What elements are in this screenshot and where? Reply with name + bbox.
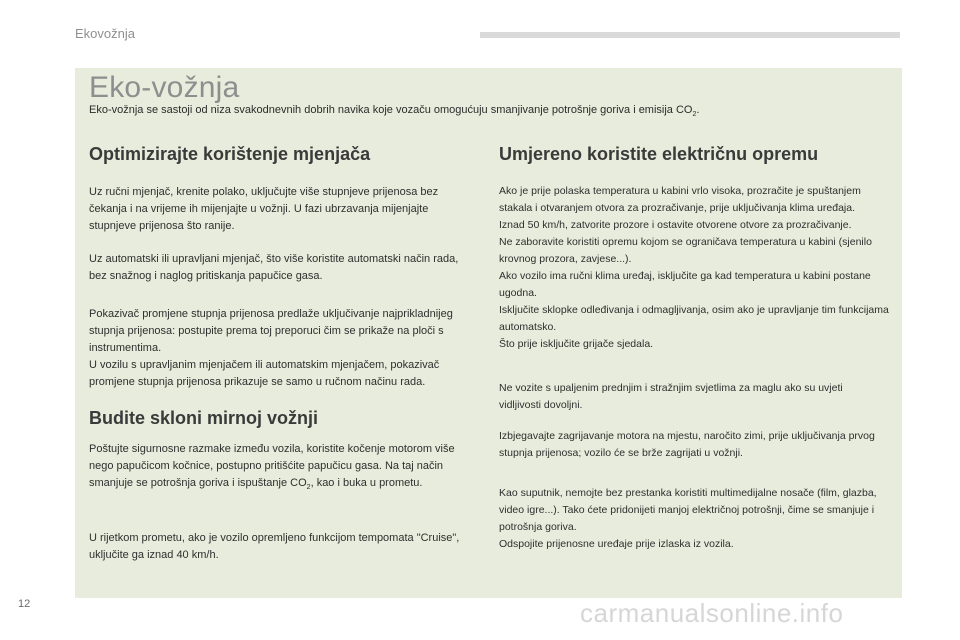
heading-calm-driving: Budite skloni mirnoj vožnji [89,408,319,428]
safe-distance-subscript: 2 [306,484,311,492]
multimedia-text: Kao suputnik, nemojte bez prestanka koristiti multimedijalne nosače (film, glazba, video igre...). Tako ćete pridonijeti manjoj električnoj potrošnji, čime se smanjuje i potrošnja goriva. [499,487,877,533]
running-head: Ekovožnja [75,26,135,41]
paragraph-fog-lights: Ne vozite s upaljenim prednjim i stražnjim svjetlima za maglu ako su uvjeti vidljivosti dovoljni. [499,382,843,411]
climate-line: Isključite sklopke odleđivanja i odmagljivanja, osim ako je upravljanje tim funkcijama automatsko. [499,304,889,333]
header-rule [480,32,900,38]
safe-distance-end: , kao i buka u prometu. [310,477,423,489]
heading-gearbox: Optimizirajte korištenje mjenjača [89,144,371,164]
intro-text: Eko-vožnja se sastoji od niza svakodnevnih dobrih navika koje vozaču omogućuju smanjivanje potrošnje goriva i emisija CO [89,104,693,116]
intro-paragraph [89,104,889,118]
climate-line: Što prije isključite grijače sjedala. [499,338,654,350]
climate-line: Ako vozilo ima ručni klima uređaj, isključite ga kad temperatura u kabini postane ugodna. [499,270,871,299]
paragraph-engine-warmup: Izbjegavajte zagrijavanje motora na mjestu, naročito zimi, prije uključivanja prvog stupnja prijenosa; vozilo će se brže zagrijati u vožnji. [499,430,875,459]
intro-end: . [696,104,700,116]
heading-electrical-equipment: Umjereno koristite električnu opremu [499,144,819,164]
safe-distance-text: Poštujte sigurnosne razmake između vozila, koristite kočenje motorom više nego papučicom kočnice, postupno pritišćite papučicu gasa. Na taj način smanjuje se potrošnja goriva i ispuštanje CO [89,443,455,489]
paragraph-climate [499,183,894,353]
page-title: Eko-vožnja [89,71,240,104]
paragraph-multimedia [499,485,889,553]
watermark: carmanualsonline.info [580,598,844,628]
paragraph-manual-gearbox: Uz ručni mjenjač, krenite polako, uključujte više stupnjeve prijenosa bez čekanja i na vrijeme ih mijenjajte u vožnji. U fazi ubrzavanja mijenjajte stupnjeve prijenosa što ranije. [89,186,439,232]
gear-indicator-note: U vozilu s upravljanim mjenjačem ili automatskim mjenjačem, pokazivač promjene stupnja prijenosa prikazuje se samo u ručnom načinu rada. [89,359,440,388]
gear-indicator-text: Pokazivač promjene stupnja prijenosa predlaže uključivanje najprikladnijeg stupnja prijenosa: postupite prema toj preporuci čim se prikaže na ploči s instrumentima. [89,308,453,354]
climate-line: Iznad 50 km/h, zatvorite prozore i ostavite otvorene otvore za prozračivanje. [499,219,852,231]
climate-line: Ako je prije polaska temperatura u kabini vrlo visoka, prozračite je spuštanjem stakala i otvaranjem otvora za prozračivanje, prije uključivanja klima uređaja. [499,185,861,214]
paragraph-automatic-gearbox: Uz automatski ili upravljani mjenjač, što više koristite automatski način rada, bez snažnog i naglog pritiskanja papučice gasa. [89,253,459,282]
intro-subscript: 2 [692,111,697,119]
multimedia-note: Odspojite prijenosne uređaje prije izlaska iz vozila. [499,538,734,550]
page-number: 12 [18,598,31,610]
paragraph-safe-distance [89,441,474,496]
climate-line: Ne zaboravite koristiti opremu kojom se ograničava temperatura u kabini (sjenilo krovnog prozora, zavjese...). [499,236,872,265]
paragraph-gear-indicator [89,306,469,391]
paragraph-cruise: U rijetkom prometu, ako je vozilo opremljeno funkcijom tempomata "Cruise", uključite ga iznad 40 km/h. [89,532,460,561]
